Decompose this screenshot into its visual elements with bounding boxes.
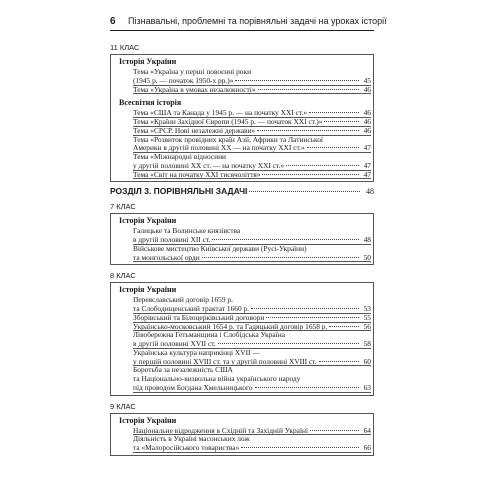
page-ref: 46	[363, 117, 371, 126]
grade-heading: 8 КЛАС	[110, 271, 136, 281]
dot-leader	[262, 174, 359, 175]
subject-heading: Історія України	[119, 285, 177, 295]
entry-line	[133, 366, 373, 375]
entry-text: (1945 р. — початок 1950-х рр.)»	[133, 76, 234, 85]
page-ref: 47	[363, 143, 371, 153]
page-ref: 66	[363, 443, 371, 452]
page-ref: 48	[363, 235, 371, 244]
subject-heading: Історія України	[119, 415, 177, 425]
dot-leader	[218, 343, 359, 344]
section-title: РОЗДІЛ 3. ПОРІВНЯЛЬНІ ЗАДАЧІ	[110, 186, 248, 197]
entry-text: в другій половині XVII ст.	[133, 340, 216, 348]
dot-leader	[286, 165, 359, 166]
toc-entry	[119, 296, 373, 314]
entry-line	[133, 68, 373, 77]
entry-text: Америки в другій половині XX — на початку XXI ст.»	[133, 144, 305, 153]
entry-line	[133, 245, 373, 254]
toc-entry	[119, 171, 373, 180]
entry-text: Тема «Україна в умовах незалежності»	[133, 85, 256, 94]
page-ref: 45	[363, 75, 371, 85]
dot-leader	[266, 317, 359, 318]
toc-entry	[119, 136, 373, 154]
entry-text: та Національно-визвольна війна українського народу	[133, 375, 301, 383]
entry-line	[133, 375, 373, 384]
dot-leader	[251, 308, 359, 309]
entry-text: Зборівський та Білоцерківський договори	[133, 313, 265, 322]
entry-text: Українсько-московський 1654 р. та Гадяцький договір 1658 р.	[133, 322, 328, 331]
toc-entry	[119, 127, 373, 136]
grade-box	[110, 413, 374, 456]
toc-entry	[119, 349, 373, 367]
entry-separator	[133, 178, 371, 179]
page-ref: 46	[363, 125, 371, 135]
entry-text: Тема «Світ на початку XXI тисячоліття»	[133, 170, 261, 179]
dot-leader	[307, 147, 359, 148]
entry-text: Національне відродження в Східній та Західній Україні	[133, 426, 308, 435]
entry-separator	[133, 452, 371, 453]
entry-text: та Слободищенський трактат 1660 р.	[133, 305, 250, 313]
toc-entry	[119, 109, 373, 118]
dot-leader	[324, 121, 359, 122]
entry-text: Тема «СРСР. Нові незалежні держави»	[133, 126, 256, 135]
entry-text: Військове мистецтво Київської держави (Русі-України)	[133, 244, 307, 253]
entry-text: Лівобережна Гетьманщина і Слобідська Україна	[133, 331, 285, 340]
header-rule	[110, 30, 374, 31]
entry-text: у першій половині XVIII ст. та у другій половині XVIII ст.	[133, 357, 317, 366]
toc-entry	[119, 435, 373, 453]
dot-leader	[235, 80, 359, 81]
entry-text: Тема «Україна у перші повоєнні роки	[133, 68, 252, 76]
toc-entry	[119, 323, 373, 332]
entry-line	[133, 435, 373, 444]
entry-text: Тема «США та Канада у 1945 р. — на початку XXI ст.»	[133, 109, 308, 118]
page-ref: 47	[363, 160, 371, 170]
entry-line	[133, 349, 373, 358]
entry-text: Боротьба за незалежність США	[133, 366, 233, 375]
entry-line	[133, 153, 373, 162]
page-ref: 58	[363, 339, 371, 348]
page-ref: 47	[363, 169, 371, 179]
subject-heading: Всесвітня історія	[119, 98, 182, 108]
toc-entry	[119, 245, 373, 263]
subject-heading: Історія України	[119, 216, 177, 226]
dot-leader	[255, 387, 360, 388]
entry-separator	[133, 261, 371, 262]
grade-box	[110, 213, 374, 265]
toc-entry	[119, 227, 373, 245]
entry-text: та монгольської орди	[133, 253, 200, 262]
grade-box	[110, 54, 374, 182]
dot-leader	[310, 430, 359, 431]
page-number: 6	[110, 16, 116, 27]
toc-entry	[119, 153, 373, 171]
entry-text: під проводом Богдана Хмельницького	[133, 383, 253, 392]
page-header	[0, 0, 480, 30]
page-ref: 64	[363, 425, 371, 435]
entry-line	[133, 331, 373, 340]
dot-leader	[249, 191, 360, 192]
page-ref: 46	[363, 84, 371, 94]
table-of-contents	[110, 39, 374, 460]
grade-heading: 11 КЛАС	[110, 43, 140, 52]
dot-leader	[241, 447, 359, 448]
toc-entry	[119, 118, 373, 127]
toc-entry	[119, 314, 373, 323]
entry-text: Тема «Міжнародні відносини	[133, 153, 227, 161]
dot-leader	[309, 112, 359, 113]
entry-text: Українська культура наприкінці XVII —	[133, 348, 260, 357]
page-ref: 63	[363, 382, 371, 392]
entry-text: Переяславський договір 1659 р.	[133, 296, 233, 305]
entry-text: у другій половині XX ст. — на початку XXI ст.»	[133, 161, 285, 170]
running-title: Пізнавальні, проблемні та порівняльні задачі на уроках історії	[128, 16, 387, 26]
entry-line	[133, 227, 373, 236]
page-ref: 46	[363, 108, 371, 118]
dot-leader	[258, 89, 359, 90]
dot-leader	[329, 326, 359, 327]
dot-leader	[202, 257, 359, 258]
dot-leader	[212, 239, 359, 240]
grade-heading: 7 КЛАС	[110, 202, 136, 212]
dot-leader	[319, 361, 359, 362]
entry-text: Тема «Країни Західної Європи (1945 р. — початок XXI ст.)»	[133, 118, 323, 126]
page-ref: 56	[363, 321, 371, 331]
entry-line	[133, 136, 373, 145]
entry-text: Діяльність в Україні масонських лож	[133, 435, 250, 444]
entry-text: Галицьке та Волинське князівства	[133, 227, 241, 236]
subject-heading: Історія України	[119, 57, 177, 66]
toc-entry	[119, 427, 373, 436]
page-ref: 50	[363, 252, 371, 262]
page-ref: 55	[363, 312, 371, 322]
toc-entry	[119, 68, 373, 86]
entry-text: та «Малоросійського товариства»	[133, 444, 240, 452]
entry-text: в другій половині XII ст.	[133, 236, 211, 244]
page-ref: 48	[366, 187, 374, 197]
entry-separator	[133, 392, 371, 393]
toc-entry	[119, 366, 373, 392]
dot-leader	[257, 130, 359, 131]
toc-entry	[119, 86, 373, 95]
page-ref: 53	[363, 304, 371, 313]
section-heading	[110, 186, 374, 196]
grade-heading: 9 КЛАС	[110, 401, 136, 411]
entry-text: Тема «Розвиток провідних країн Азії, Африки та Латинської	[133, 135, 323, 144]
entry-line	[133, 296, 373, 305]
toc-entry	[119, 331, 373, 349]
entry-separator	[133, 93, 371, 94]
grade-box	[110, 282, 374, 395]
page-ref: 60	[363, 356, 371, 366]
